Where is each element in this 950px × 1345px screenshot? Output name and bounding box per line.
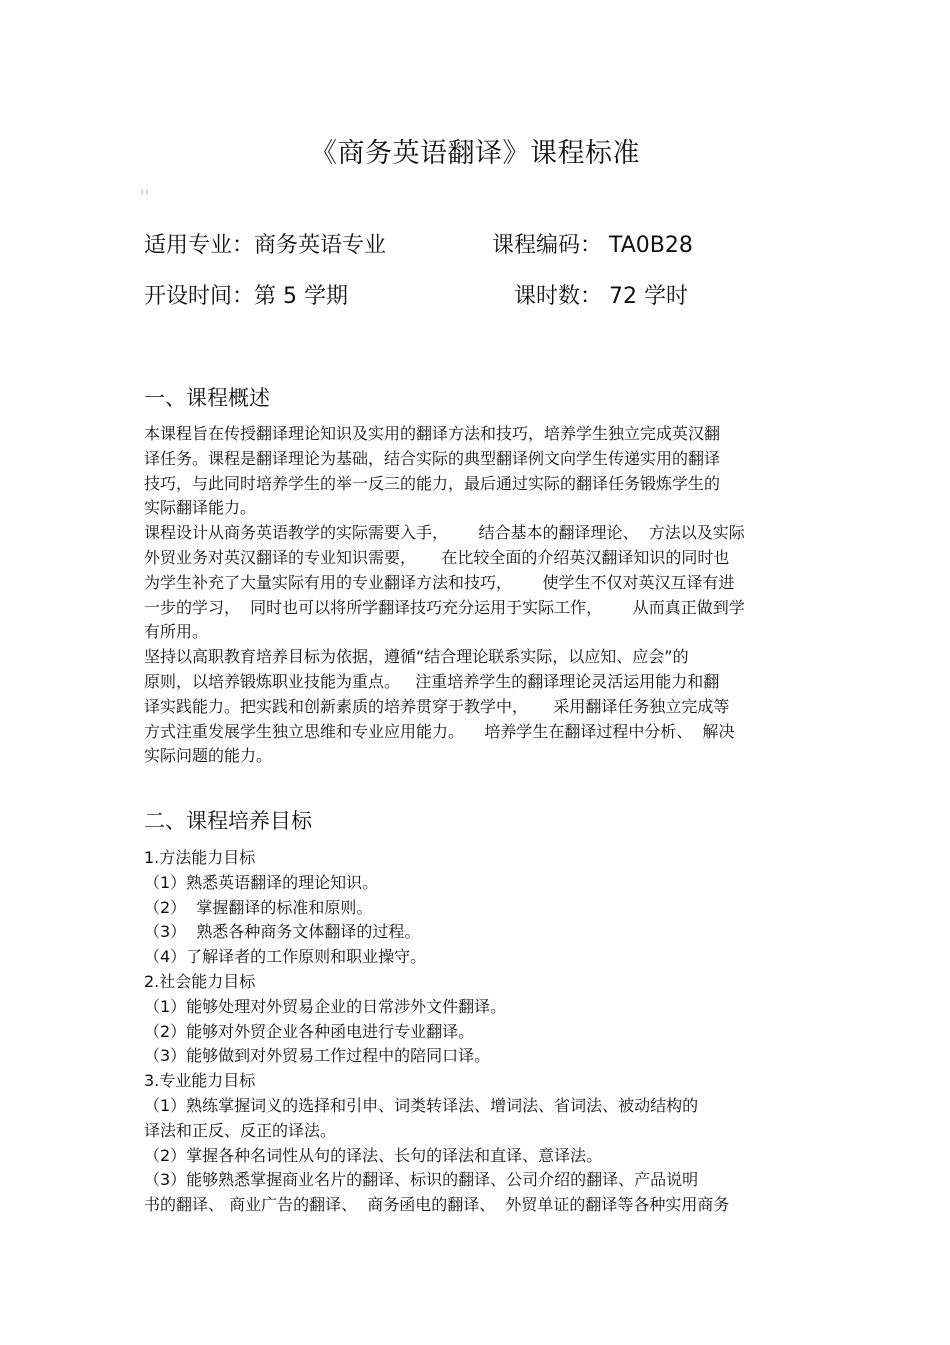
applicable-major: 适用专业：商务英语专业	[144, 233, 387, 258]
list-item: （3）能够做到对外贸易工作过程中的陪同口译。	[144, 1046, 491, 1066]
list-item: （1）熟悉英语翻译的理论知识。	[144, 872, 379, 892]
list-item: （4）了解译者的工作原则和职业操守。	[144, 947, 427, 967]
list-item: （2）掌握各种名词性从句的译法、长句的译法和直译、意译法。	[144, 1145, 603, 1165]
text-line: 译任务。课程是翻译理论为基础，结合实际的典型翻译例文向学生传递实用的翻译	[144, 448, 721, 468]
text-line: 外贸业务对英汉翻译的专业知识需要， 在比较全面的介绍英汉翻译知识的同时也	[144, 547, 730, 567]
list-item: （2）能够对外贸企业各种函电进行专业翻译。	[144, 1021, 475, 1041]
text-line: 本课程旨在传授翻译理论知识及实用的翻译方法和技巧，培养学生独立完成英汉翻	[144, 424, 721, 443]
class-hours: 课时数： 72 学时	[514, 284, 688, 309]
text-line: 实际翻译能力。	[144, 498, 257, 518]
corner-mark: l l	[141, 188, 148, 197]
list-item: 书的翻译、 商业广告的翻译、 商务函电的翻译、 外贸单证的翻译等各种实用商务	[144, 1195, 730, 1215]
list-item: （1）熟练掌握词义的选择和引申、词类转译法、增词法、省词法、被动结构的	[144, 1095, 699, 1115]
course-code: 课程编码： TA0B28	[492, 233, 693, 258]
list-item: 3.专业能力目标	[144, 1071, 256, 1091]
list-item: 译法和正反、反正的译法。	[144, 1120, 337, 1140]
text-line: 为学生补充了大量实际有用的专业翻译方法和技巧， 使学生不仅对英汉互译有进	[144, 572, 735, 592]
document-title: 《商务英语翻译》课程标准	[310, 138, 640, 169]
text-line: 有所用。	[144, 622, 209, 642]
text-line: 译实践能力。把实践和创新素质的培养贯穿于教学中， 采用翻译任务独立完成等	[144, 696, 730, 716]
text-line: 一步的学习， 同时也可以将所学翻译技巧充分运用于实际工作， 从而真正做到学	[144, 597, 745, 617]
text-line: 方式注重发展学生独立思维和专业应用能力。 培养学生在翻译过程中分析、 解决	[144, 721, 735, 741]
semester: 开设时间：第 5 学期	[144, 284, 348, 309]
overview-paragraph	[144, 422, 809, 769]
section-heading-objectives: 二、课程培养目标	[144, 809, 312, 833]
list-item: （2） 掌握翻译的标准和原则。	[144, 897, 373, 917]
text-line: 原则，以培养锻炼职业技能为重点。 注重培养学生的翻译理论灵活运用能力和翻	[144, 671, 720, 691]
text-line: 实际问题的能力。	[144, 746, 273, 766]
list-item: 2.社会能力目标	[144, 971, 256, 991]
list-item: 1.方法能力目标	[144, 848, 256, 867]
list-item: （3） 熟悉各种商务文体翻译的过程。	[144, 922, 421, 942]
text-line: 坚持以高职教育培养目标为依据，遵循“结合理论联系实际，以应知、应会”的	[144, 647, 689, 667]
objectives-list	[144, 846, 809, 1218]
text-line: 课程设计从商务英语教学的实际需要入手， 结合基本的翻译理论、 方法以及实际	[144, 523, 745, 543]
text-line: 技巧，与此同时培养学生的举一反三的能力，最后通过实际的翻译任务锻炼学生的	[144, 473, 721, 493]
section-heading-overview: 一、课程概述	[144, 386, 270, 410]
list-item: （3）能够熟悉掌握商业名片的翻译、标识的翻译、公司介绍的翻译、产品说明	[144, 1170, 699, 1190]
list-item: （1）能够处理对外贸易企业的日常涉外文件翻译。	[144, 996, 507, 1016]
